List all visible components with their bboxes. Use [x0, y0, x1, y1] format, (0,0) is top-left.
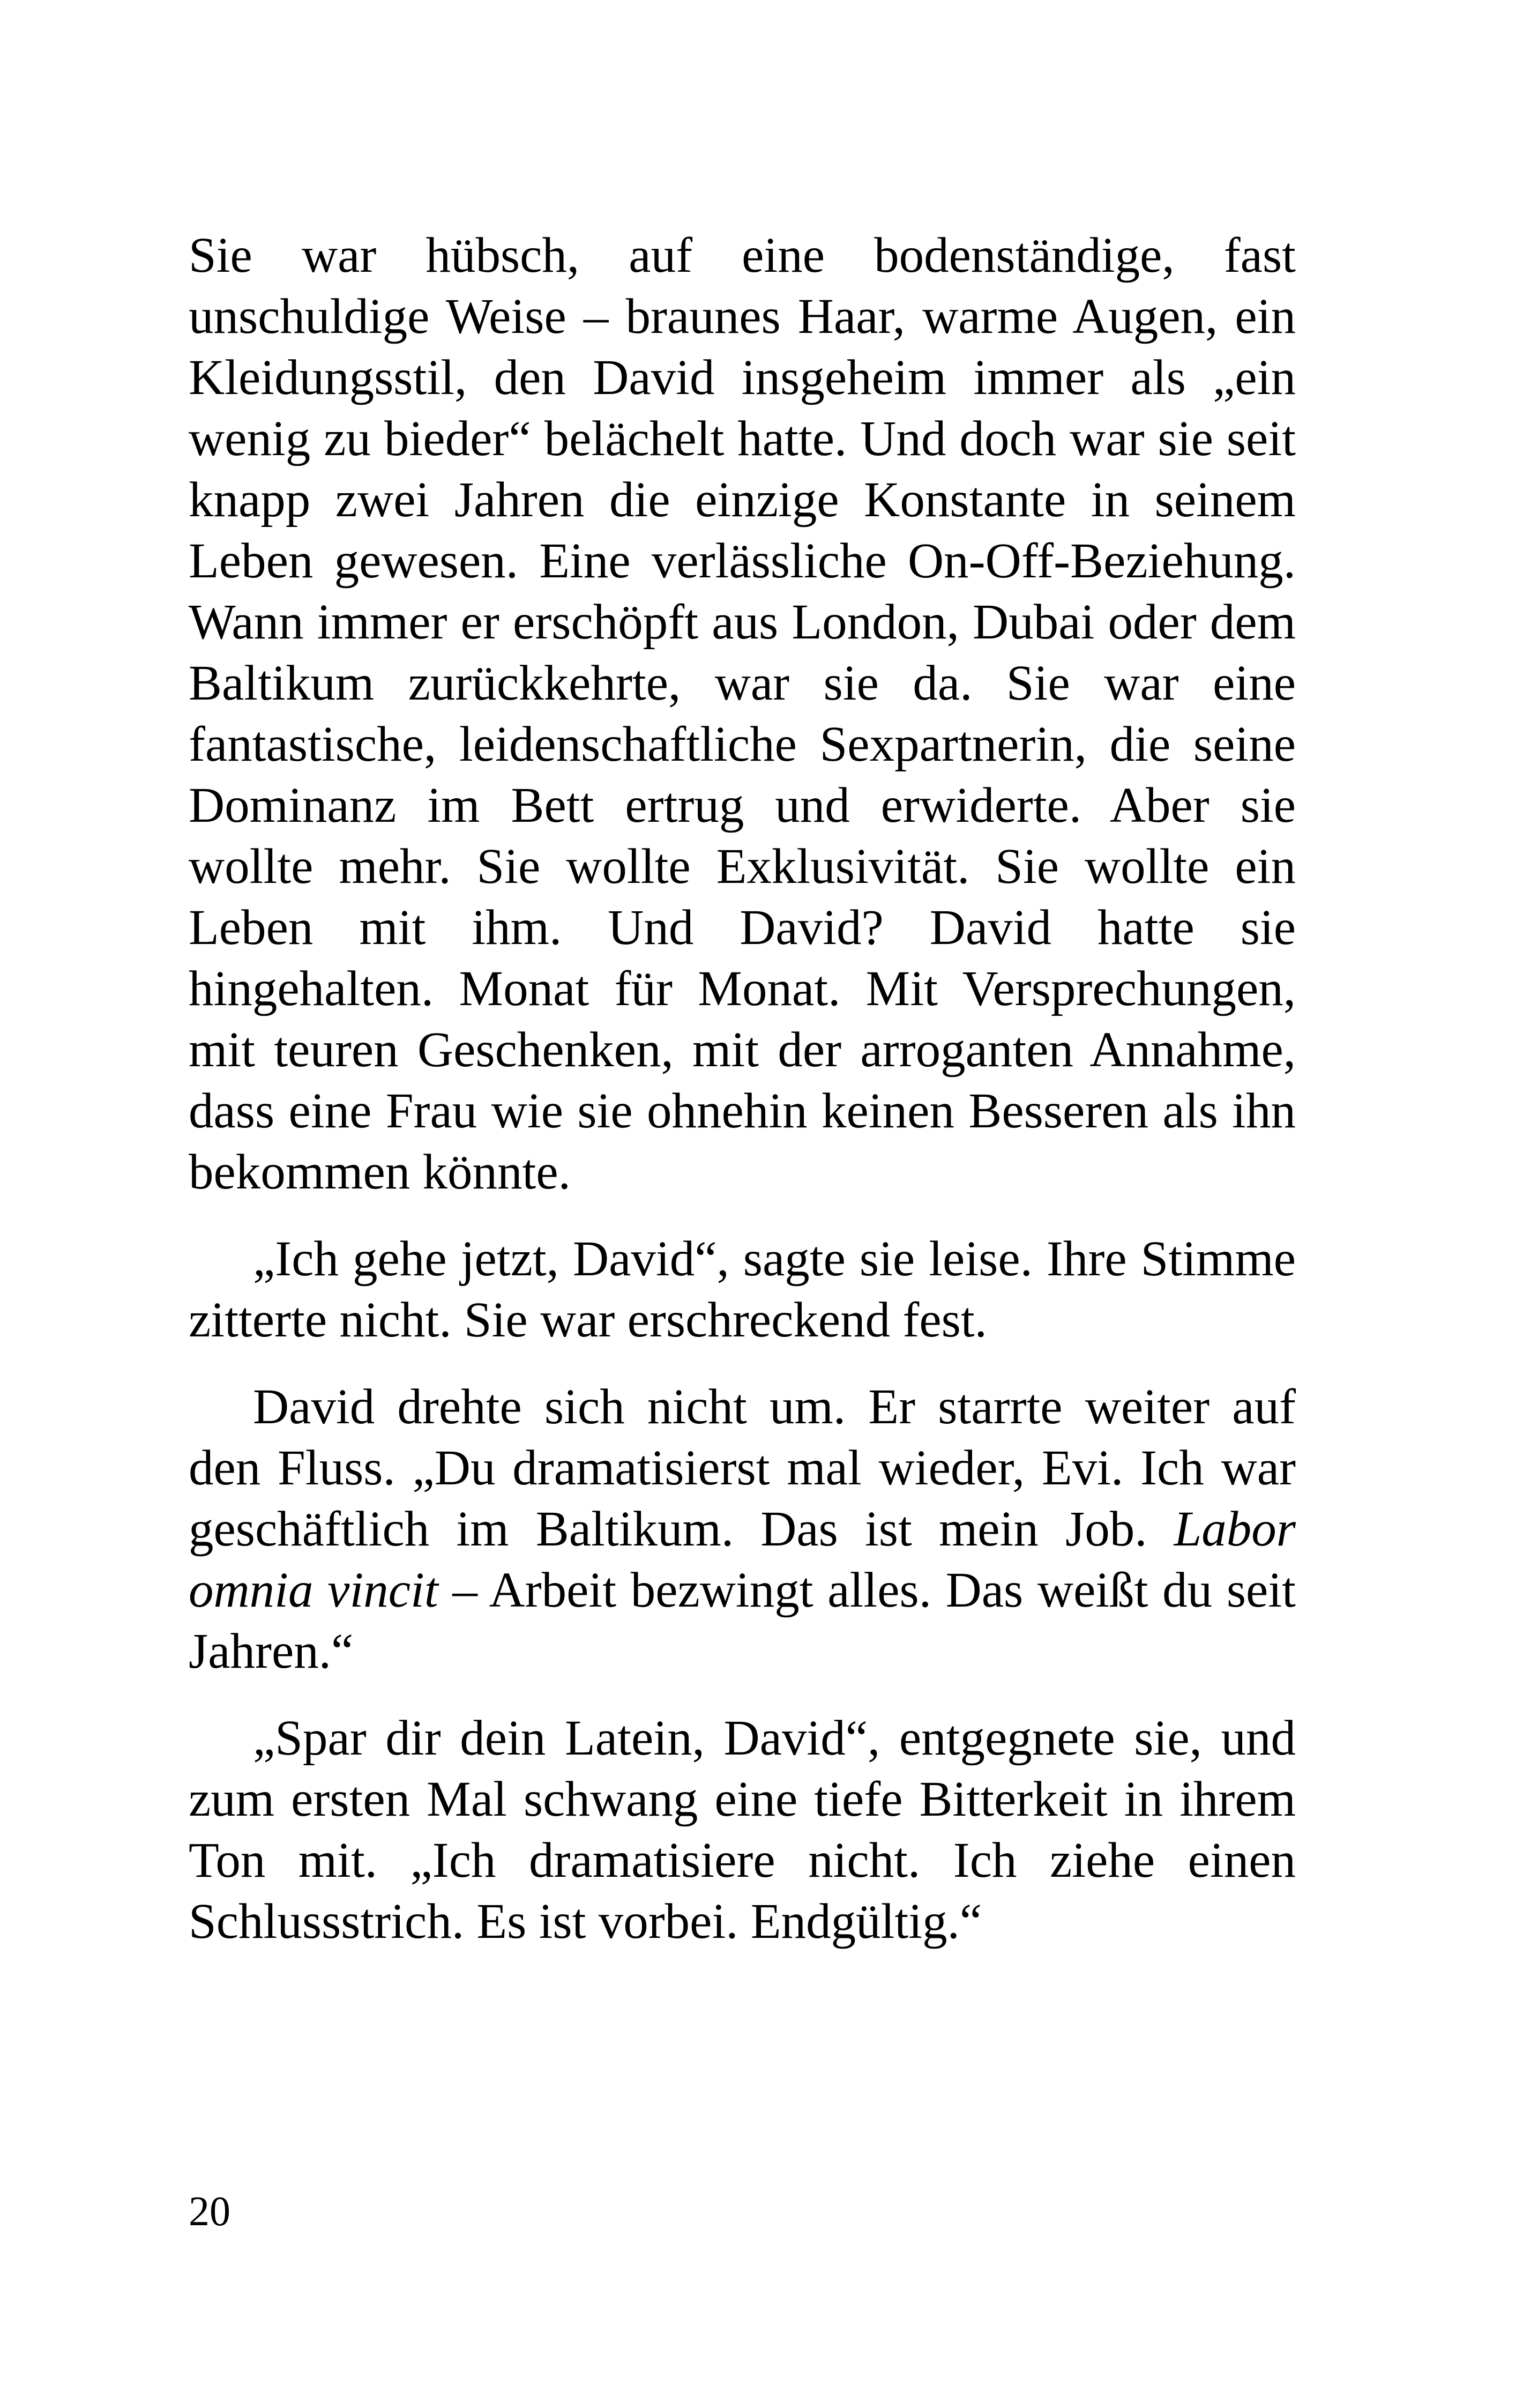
latin-quote: Labor omnia vincit: [189, 1502, 1296, 1618]
paragraph-text: – Arbeit bezwingt alles. Das weißt du seit Jahren.“: [189, 1563, 1296, 1679]
paragraph: „Spar dir dein Latein, David“, entgegnete sie, und zum ersten Mal schwang eine tiefe Bitterkeit in ihrem Ton mit. „Ich dramatisiere nicht. Ich ziehe einen Schlussstrich. Es ist vorbei. Endgültig.“: [189, 1711, 1296, 1949]
body-text: [189, 225, 1296, 1952]
paragraph: Sie war hübsch, auf eine bodenständige, fast unschuldige Weise – braunes Haar, warme Augen, ein Kleidungsstil, den David insgeheim immer als „ein wenig zu bieder“ belächelt hatte. Und doch war sie seit knapp zwei Jahren die einzige Konstante in seinem Leben gewesen. Eine verlässliche On-Off-Beziehung. Wann immer er erschöpft aus London, Dubai oder dem Baltikum zurückkehrte, war sie da. Sie war eine fantastische, leidenschaftliche Sexpartnerin, die seine Dominanz im Bett ertrug und erwiderte. Aber sie wollte mehr. Sie wollte Exklusivität. Sie wollte ein Leben mit ihm. Und David? David hatte sie hingehalten. Monat für Monat. Mit Versprechungen, mit teuren Geschenken, mit der arroganten Annahme, dass eine Frau wie sie ohnehin keinen Besseren als ihn bekommen könnte.: [189, 228, 1296, 1200]
paragraph: „Ich gehe jetzt, David“, sagte sie leise. Ihre Stimme zitterte nicht. Sie war erschreckend fest.: [189, 1231, 1296, 1348]
paragraph-text: David drehte sich nicht um. Er starrte weiter auf den Fluss. „Du dramatisierst mal wieder, Evi. Ich war geschäftlich im Baltikum. Das ist mein Job.: [189, 1379, 1296, 1557]
paragraph: [189, 1377, 1296, 1682]
page-number: 20: [189, 2188, 230, 2234]
